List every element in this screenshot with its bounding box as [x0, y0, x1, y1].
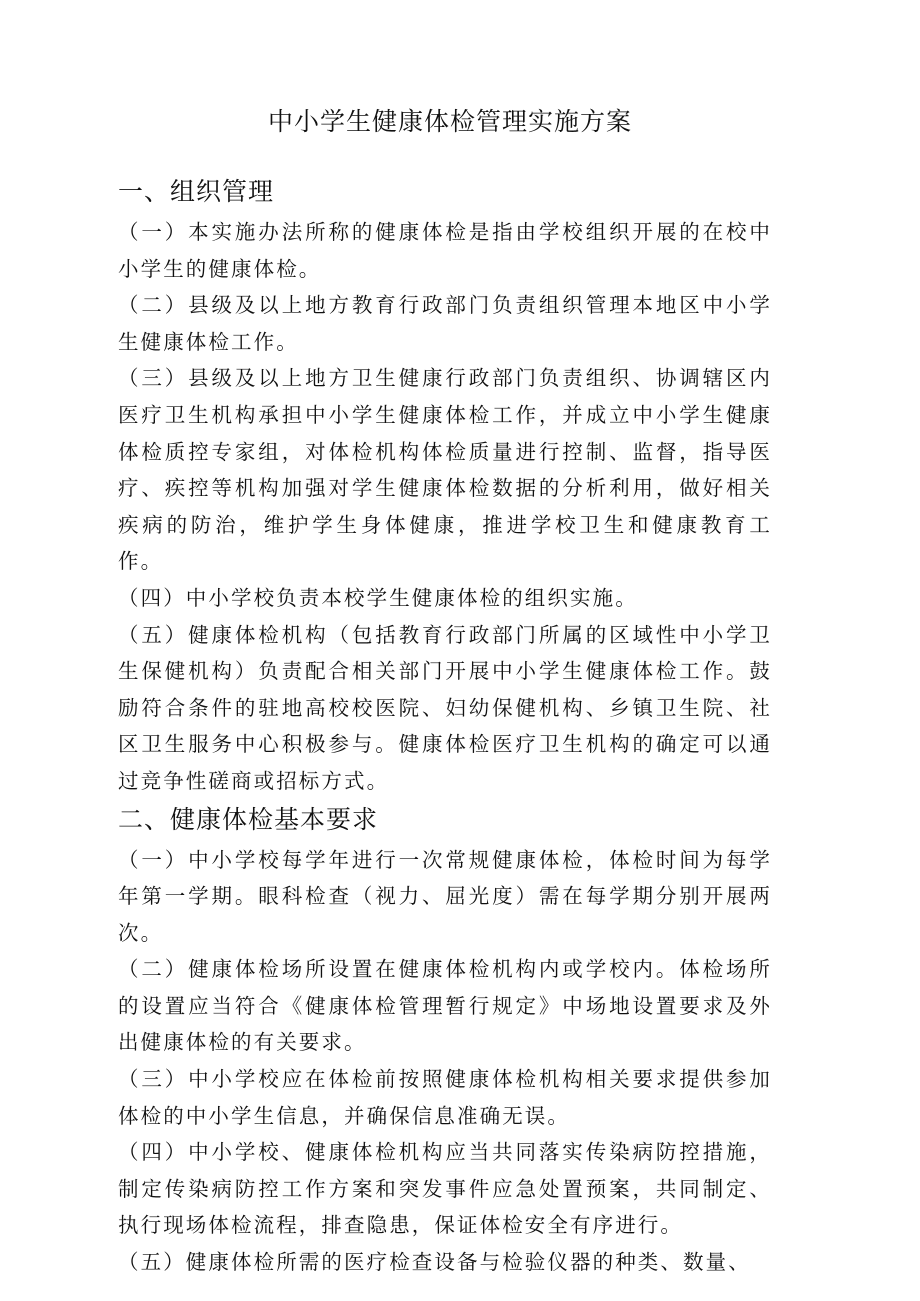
document-title: 中小学生健康体检管理实施方案: [267, 107, 632, 136]
paragraph: （一）本实施办法所称的健康体检是指由学校组织开展的在校中小学生的健康体检。: [118, 220, 772, 281]
paragraph: （五）健康体检机构（包括教育行政部门所属的区域性中小学卫生保健机构）负责配合相关部门开展中小学生健康体检工作。鼓励符合条件的驻地高校校医院、妇幼保健机构、乡镇卫生院、社区卫生服务中心积极参与。健康体检医疗卫生机构的确定可以通过竞争性磋商或招标方式。: [118, 622, 772, 793]
section-heading: 一、组织管理: [118, 177, 275, 206]
paragraph: （五）健康体检所需的医疗检查设备与检验仪器的种类、数量、: [118, 1250, 751, 1275]
section-organization: [118, 172, 772, 800]
paragraph: （三）中小学校应在体检前按照健康体检机构相关要求提供参加体检的中小学生信息，并确保信息准确无误。: [118, 1067, 772, 1128]
section-basic-requirements: [118, 800, 772, 1281]
paragraph: （二）健康体检场所设置在健康体检机构内或学校内。体检场所的设置应当符合《健康体检管理暂行规定》中场地设置要求及外出健康体检的有关要求。: [118, 957, 772, 1055]
paragraph: （四）中小学校、健康体检机构应当共同落实传染病防控措施，制定传染病防控工作方案和突发事件应急处置预案，共同制定、执行现场体检流程，排查隐患，保证体检安全有序进行。: [118, 1140, 772, 1238]
paragraph: （一）中小学校每学年进行一次常规健康体检，体检时间为每学年第一学期。眼科检查（视力、屈光度）需在每学期分别开展两次。: [118, 847, 772, 945]
paragraph: （三）县级及以上地方卫生健康行政部门负责组织、协调辖区内医疗卫生机构承担中小学生健康体检工作，并成立中小学生健康体检质控专家组，对体检机构体检质量进行控制、监督，指导医疗、疾控等机构加强对学生健康体检数据的分析利用，做好相关疾病的防治，维护学生身体健康，推进学校卫生和健康教育工作。: [118, 366, 772, 574]
paragraph: （四）中小学校负责本校学生健康体检的组织实施。: [118, 585, 638, 610]
paragraph: （二）县级及以上地方教育行政部门负责组织管理本地区中小学生健康体检工作。: [118, 293, 772, 354]
section-heading: 二、健康体检基本要求: [118, 804, 379, 834]
